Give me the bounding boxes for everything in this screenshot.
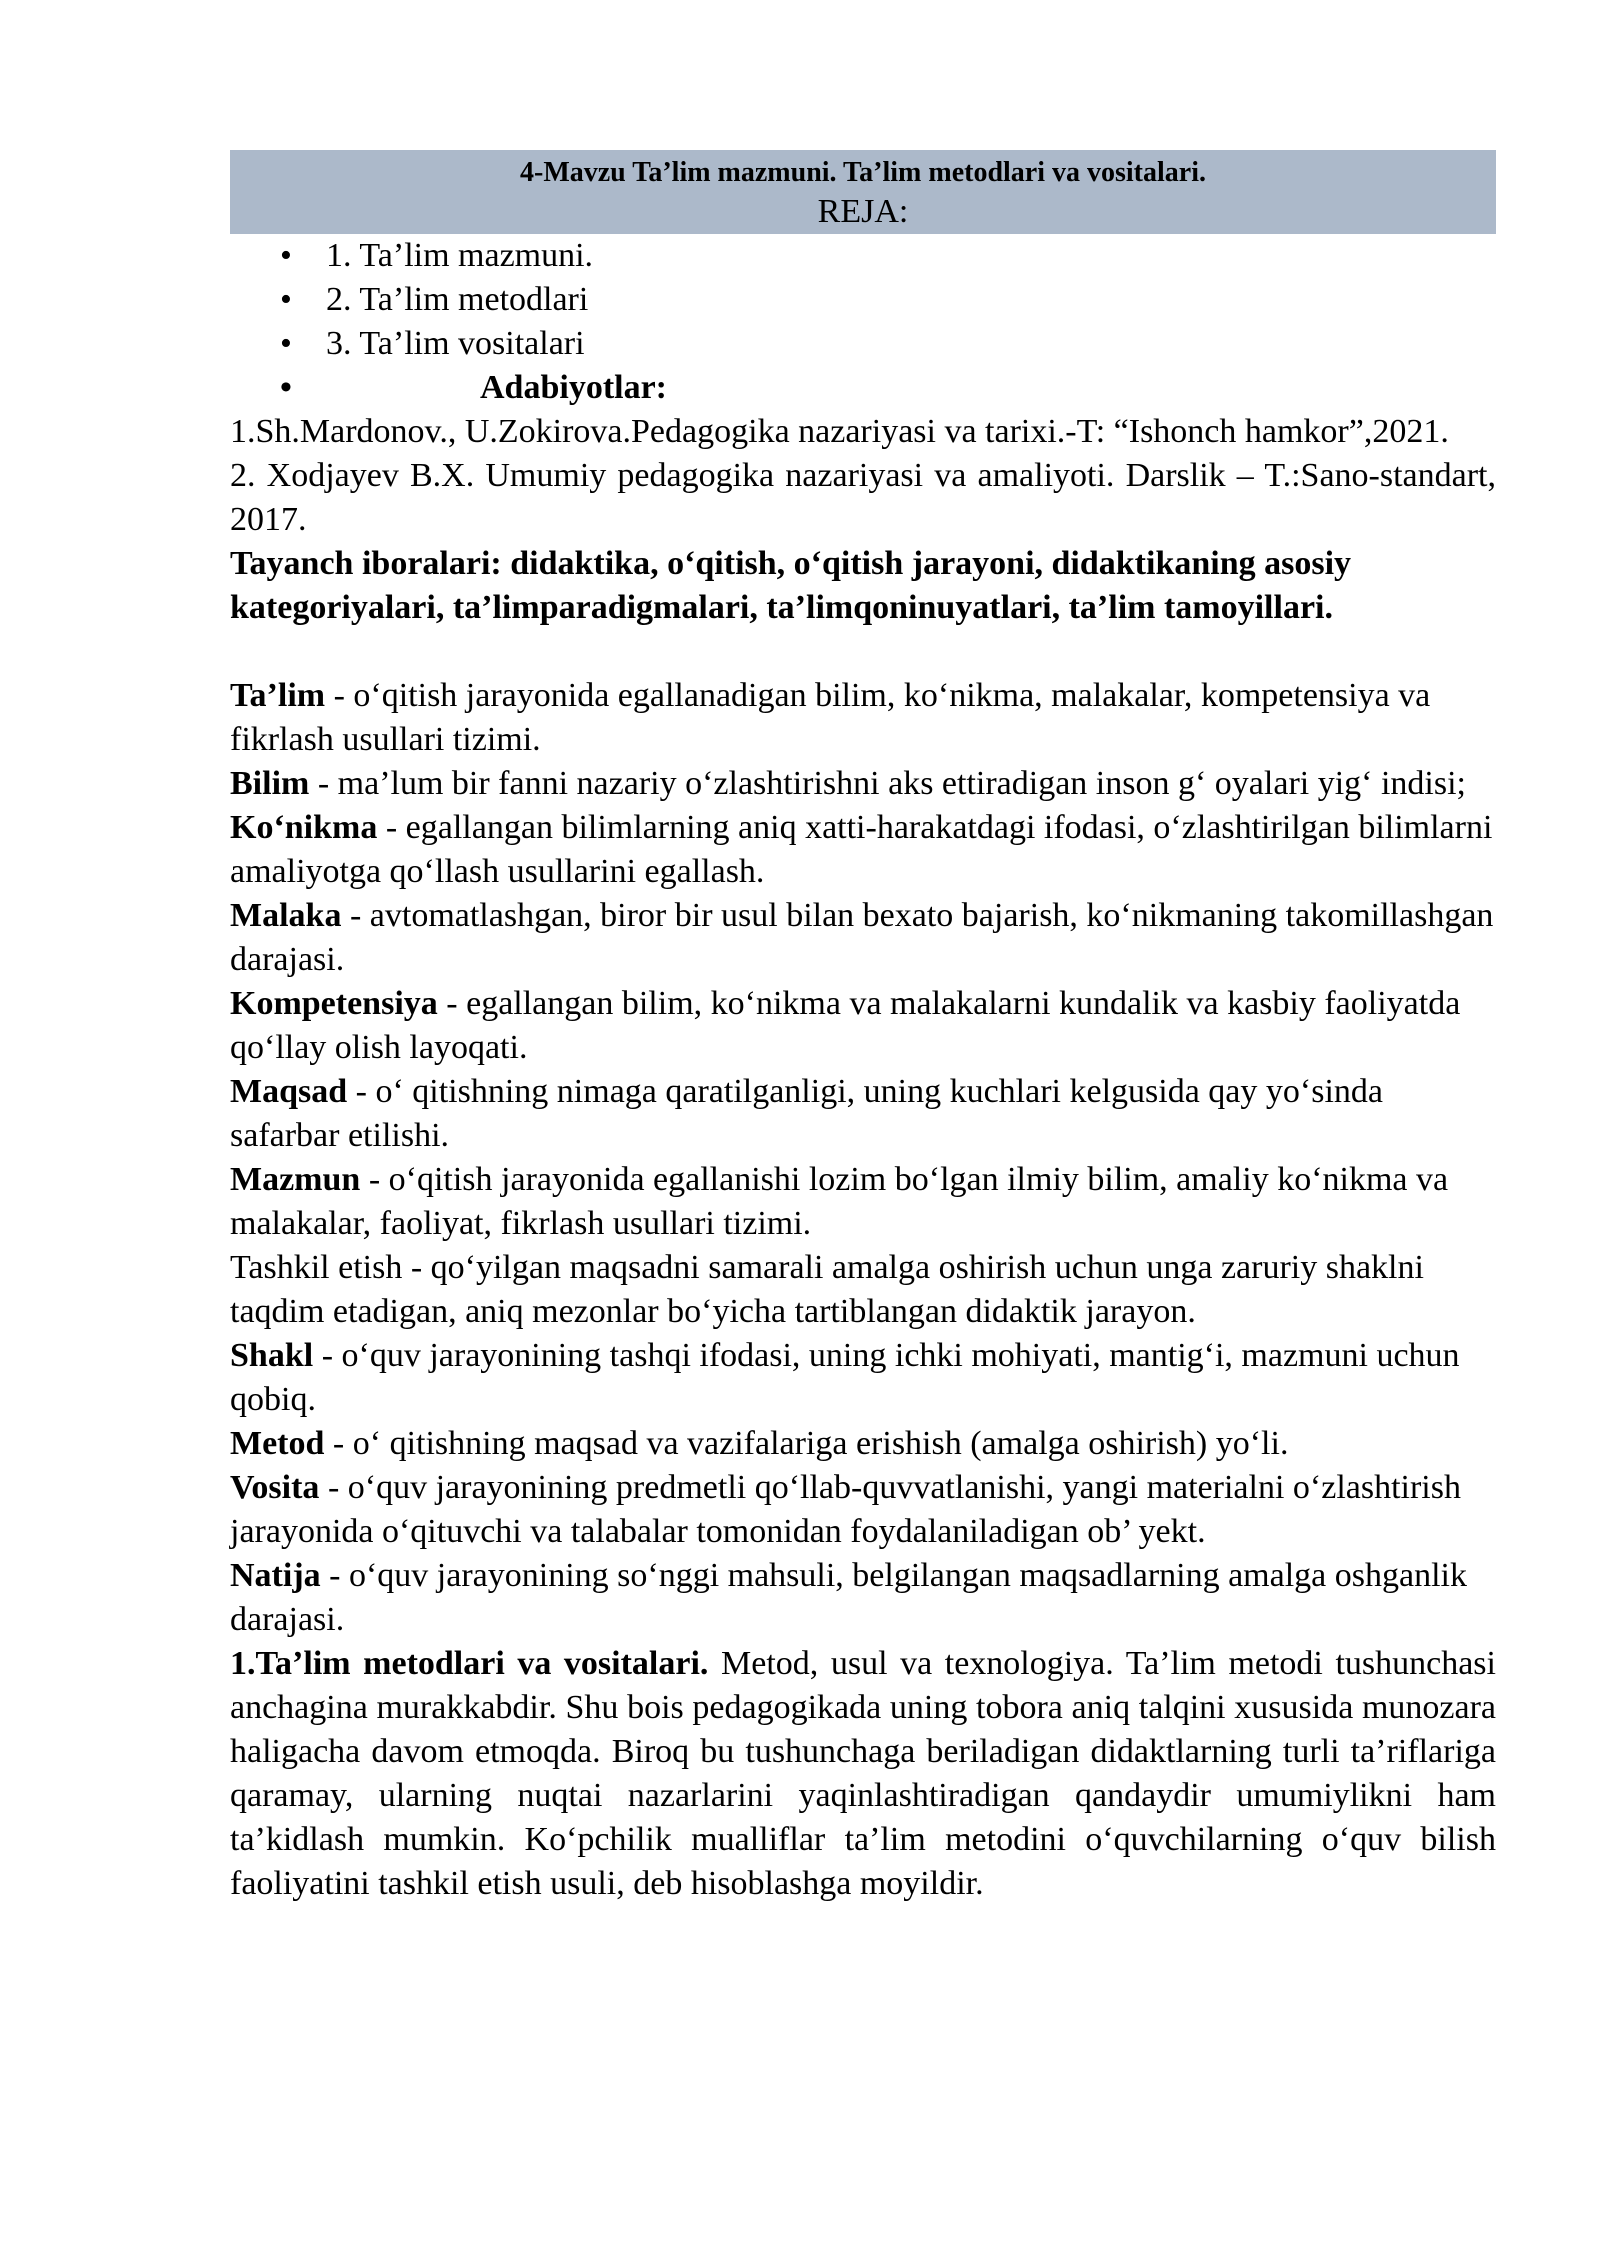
plan-heading: REJA: [817, 193, 909, 230]
definition-text: - egallangan bilim, ko‘nikma va malakalarni kundalik va kasbiy faoliyatda qo‘llay olish layoqati. [230, 985, 1461, 1066]
definition [230, 674, 1496, 762]
keywords [230, 542, 1496, 630]
definition-text: - egallangan bilimlarning aniq xatti-harakatdagi ifodasi, o‘zlashtirilgan bilimlarni amaliyotga qo‘llash usullarini egallash. [230, 809, 1493, 890]
definition-term: Ko‘nikma [230, 809, 378, 846]
definition [230, 1466, 1496, 1554]
definition [230, 1246, 1496, 1334]
definition [230, 1422, 1496, 1466]
definition-text: - avtomatlashgan, biror bir usul bilan bexato bajarish, ko‘nikmaning takomillashgan darajasi. [230, 897, 1494, 978]
definition [230, 1070, 1496, 1158]
definition-term: Shakl [230, 1337, 314, 1374]
definition-term: Natija [230, 1557, 321, 1594]
section-paragraph [230, 1642, 1496, 1906]
plan-item: • 3. Ta’lim vositalari [230, 322, 1496, 366]
reference-2: 2. Xodjayev B.X. Umumiy pedagogika nazariyasi va amaliyoti. Darslik – T.:Sano-standart, 2017. [230, 457, 1496, 538]
definition [230, 762, 1496, 806]
definition-text: - ma’lum bir fanni nazariy o‘zlashtirishni aks ettiradigan inson g‘ oyalari yig‘ indisi; [309, 765, 1466, 802]
topic-header [230, 150, 1496, 234]
definition-text: - o‘ qitishning maqsad va vazifalariga erishish (amalga oshirish) yo‘li. [324, 1425, 1289, 1462]
definition-term: Vosita [230, 1469, 320, 1506]
definition-text: - o‘qitish jarayonida egallanishi lozim bo‘lgan ilmiy bilim, amaliy ko‘nikma va malakalar, faoliyat, fikrlash usullari tizimi. [230, 1161, 1449, 1242]
definition-term: Maqsad [230, 1073, 348, 1110]
definition [230, 806, 1496, 894]
reference-1: 1.Sh.Mardonov., U.Zokirova.Pedagogika nazariyasi va tarixi.-T: “Ishonch hamkor”,2021. [230, 413, 1449, 450]
topic-title: 4-Mavzu Ta’lim mazmuni. Ta’lim metodlari va vositalari. [520, 157, 1206, 188]
definition-text: - o‘quv jarayonining predmetli qo‘llab-quvvatlanishi, yangi materialni o‘zlashtirish jarayonida o‘qituvchi va talabalar tomonidan foydalaniladigan ob’ yekt. [230, 1469, 1461, 1550]
section-heading: 1.Ta’lim metodlari va vositalari. [230, 1645, 709, 1682]
definition-term: Malaka [230, 897, 342, 934]
definition-text: - o‘qitish jarayonida egallanadigan bilim, ko‘nikma, malakalar, kompetensiya va fikrlash usullari tizimi. [230, 677, 1431, 758]
definition [230, 1554, 1496, 1642]
plan-item: • 1. Ta’lim mazmuni. [230, 234, 1496, 278]
definition-text: - o‘ qitishning nimaga qaratilganligi, uning kuchlari kelgusida qay yo‘sinda safarbar etilishi. [230, 1073, 1383, 1154]
section-text: Metod, usul va texnologiya. Ta’lim metodi tushunchasi anchagina murakkabdir. Shu bois pedagogikada uning tobora aniq talqini xususida munozara haligacha davom etmoqda. Biroq bu tushunchaga beriladigan didaktlarning turli ta’riflariga qaramay, ularning nuqtai nazarlarini yaqinlashtiradigan qandaydir umumiylikni ham ta’kidlash mumkin. Ko‘pchilik mualliflar ta’lim metodini o‘quvchilarning o‘quv bilish faoliyatini tashkil etish usuli, deb hisoblashga moyildir. [230, 1645, 1496, 1902]
definition [230, 982, 1496, 1070]
definition-text: Tashkil etish - qo‘yilgan maqsadni samarali amalga oshirish uchun unga zaruriy shaklni taqdim etadigan, aniq mezonlar bo‘yicha tartiblangan didaktik jarayon. [230, 1249, 1424, 1330]
definition [230, 1334, 1496, 1422]
definition-text: - o‘quv jarayonining so‘nggi mahsuli, belgilangan maqsadlarning amalga oshganlik darajasi. [230, 1557, 1467, 1638]
document-page [230, 150, 1496, 1906]
keywords-text: Tayanch iboralari: didaktika, o‘qitish, o‘qitish jarayoni, didaktikaning asosiy kategoriyalari, ta’limparadigmalari, ta’limqoninuyatlari, ta’lim tamoyillari. [230, 545, 1352, 626]
definition-term: Mazmun [230, 1161, 361, 1198]
definition-text: - o‘quv jarayonining tashqi ifodasi, uning ichki mohiyati, mantig‘i, mazmuni uchun qobiq. [230, 1337, 1460, 1418]
definition-term: Metod [230, 1425, 325, 1462]
definition [230, 894, 1496, 982]
definition-term: Kompetensiya [230, 985, 438, 1022]
plan-item: • 2. Ta’lim metodlari [230, 278, 1496, 322]
definition-term: Bilim [230, 765, 310, 802]
plan-list [230, 234, 1496, 410]
blank-line [230, 630, 1496, 674]
literature-heading: • Adabiyotlar: [230, 366, 1496, 410]
definition [230, 1158, 1496, 1246]
definition-term: Ta’lim [230, 677, 326, 714]
